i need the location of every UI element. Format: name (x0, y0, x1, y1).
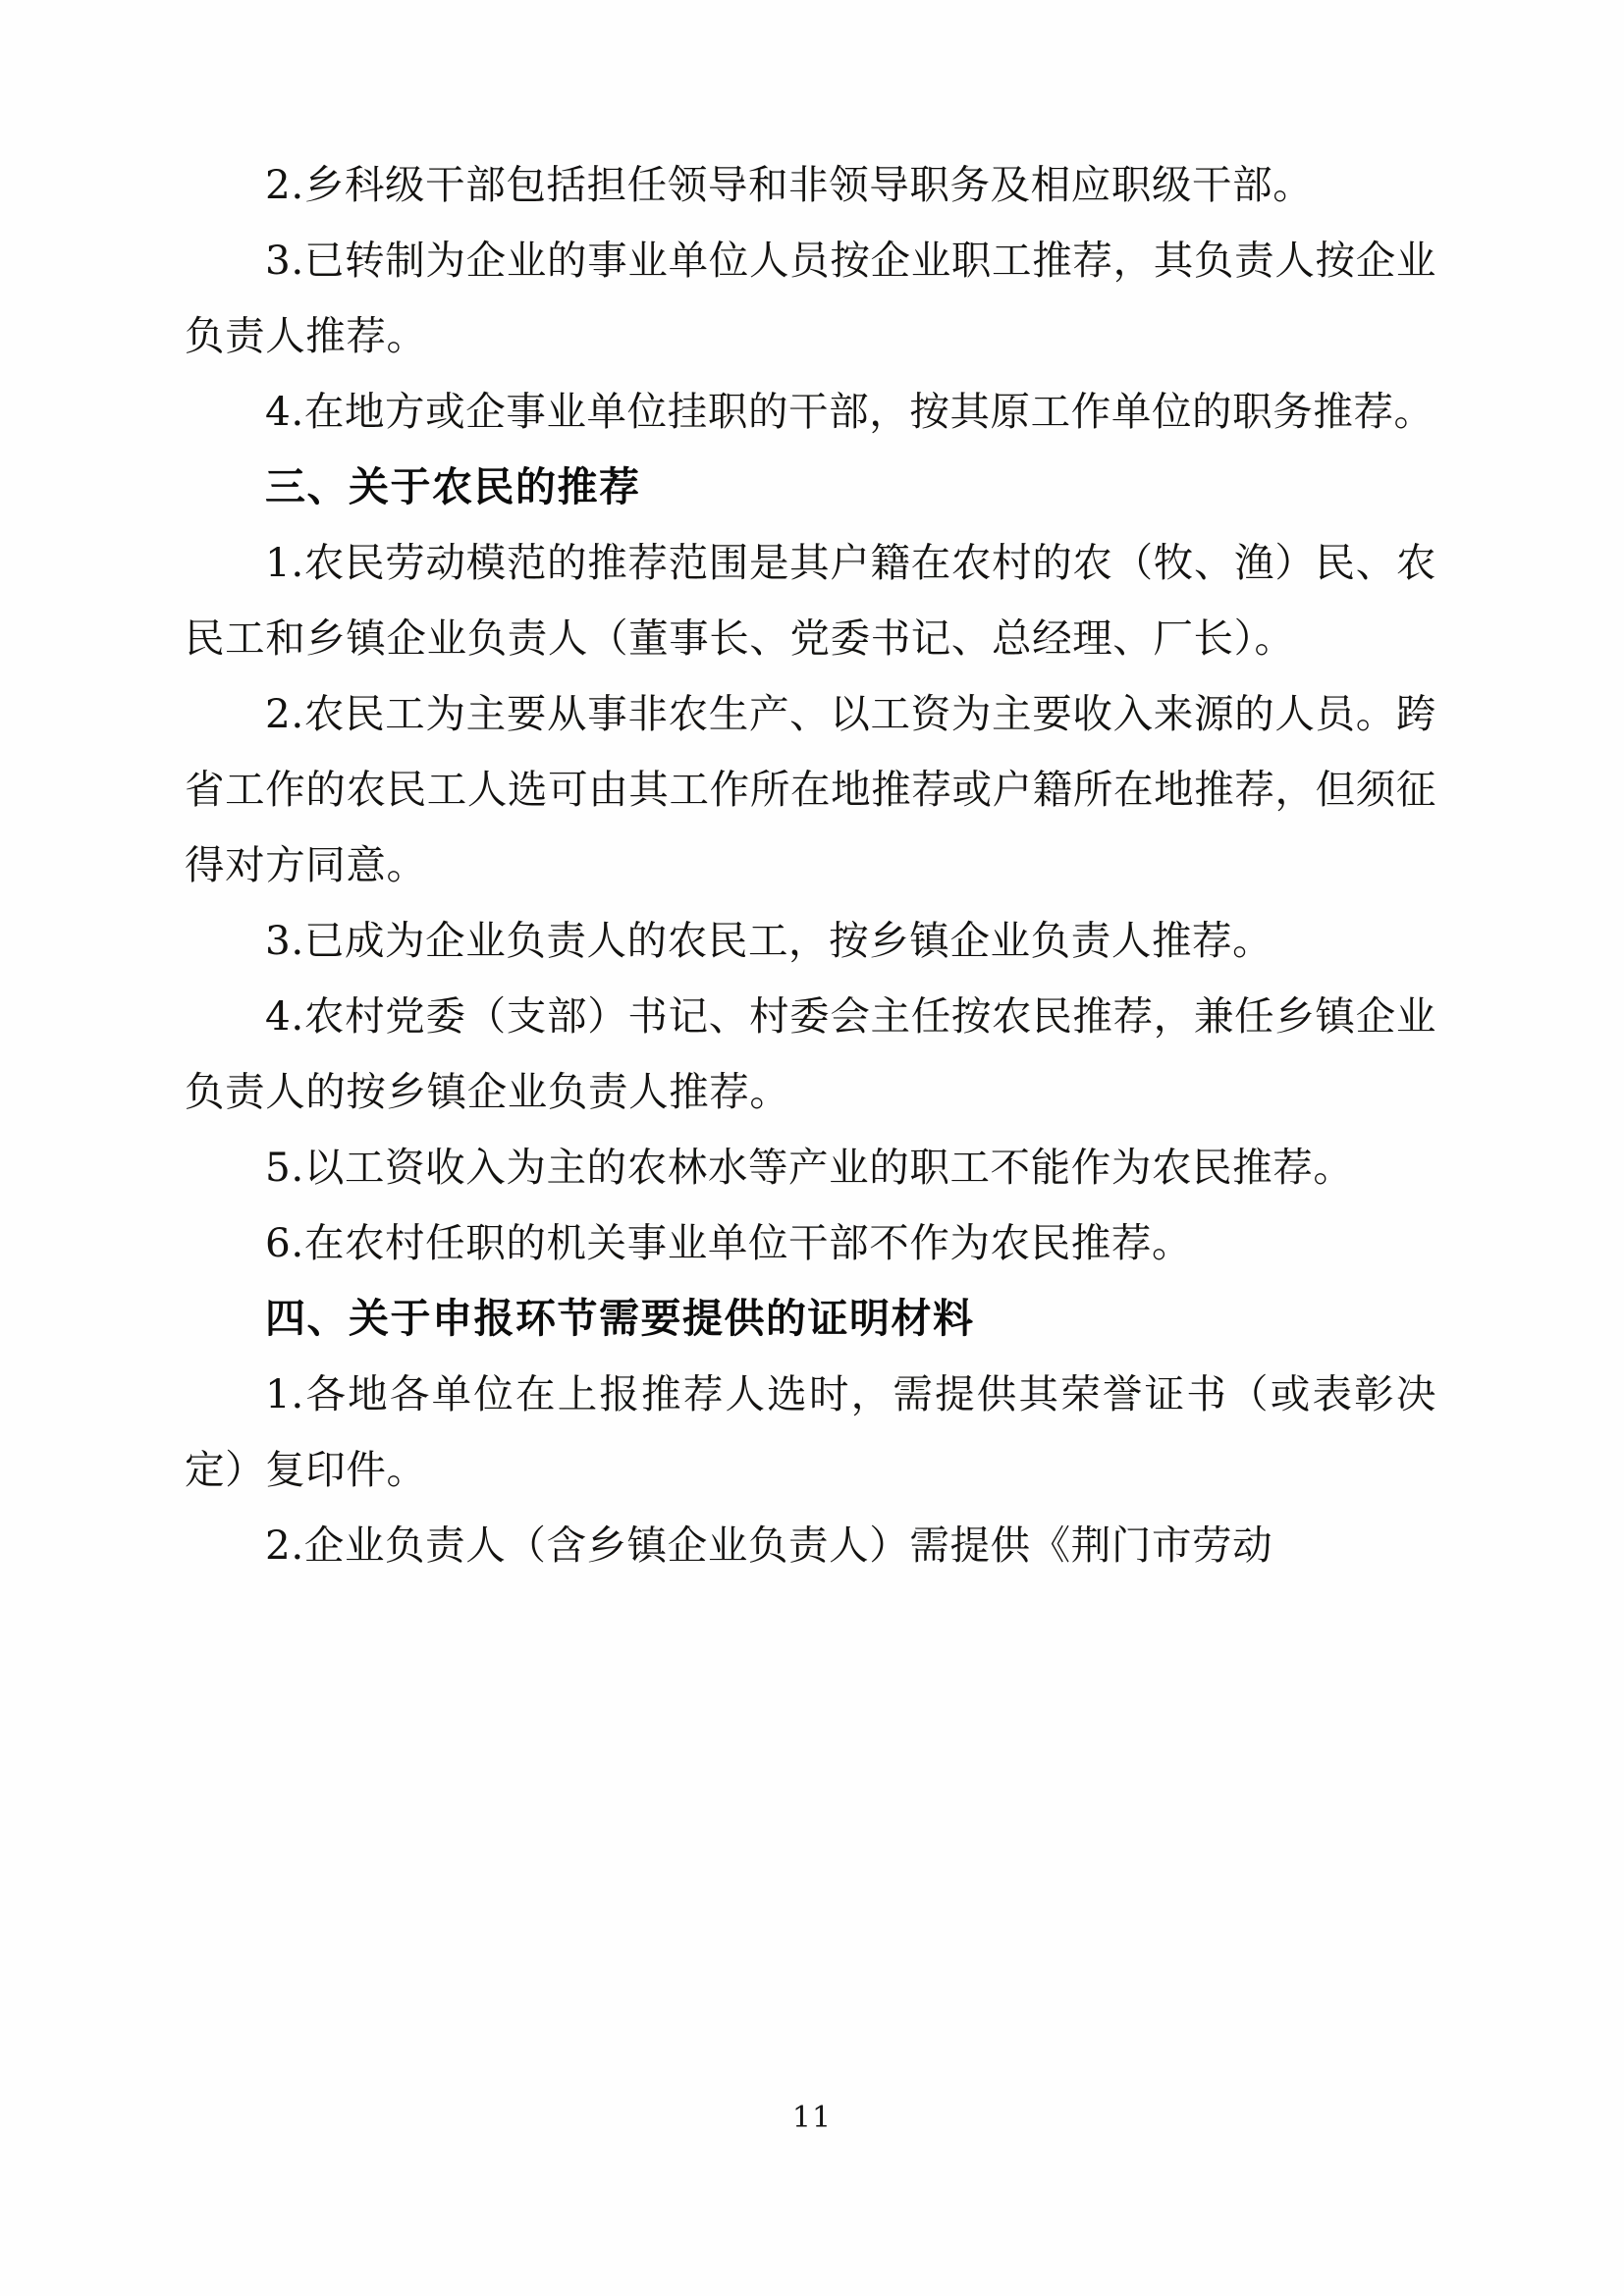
paragraph-sec4-item1: 1.各地各单位在上报推荐人选时，需提供其荣誉证书（或表彰决定）复印件。 (185, 1370, 1436, 1493)
paragraph-sec3-item2: 2.农民工为主要从事非农生产、以工资为主要收入来源的人员。跨省工作的农民工人选可由其工作所在地推荐或户籍所在地推荐，但须征得对方同意。 (185, 690, 1436, 888)
paragraph-sec3-item4: 4.农村党委（支部）书记、村委会主任按农民推荐，兼任乡镇企业负责人的按乡镇企业负责人推荐。 (185, 992, 1436, 1115)
page-number: 11 (791, 2101, 833, 2135)
paragraph-sec2-item2: 2.乡科级干部包括担任领导和非领导职务及相应职级干部。 (265, 161, 1314, 208)
section-heading-three: 三、关于农民的推荐 (265, 463, 641, 510)
paragraph-sec3-item1: 1.农民劳动模范的推荐范围是其户籍在农村的农（牧、渔）民、农民工和乡镇企业负责人（董事长、党委书记、总经理、厂长）。 (185, 539, 1436, 662)
section-heading-four: 四、关于申报环节需要提供的证明材料 (265, 1295, 975, 1342)
page-content (185, 147, 1436, 1583)
paragraph-sec3-item5: 5.以工资收入为主的农林水等产业的职工不能作为农民推荐。 (265, 1144, 1354, 1191)
paragraph-sec2-item3: 3.已转制为企业的事业单位人员按企业职工推荐，其负责人按企业负责人推荐。 (185, 237, 1436, 359)
paragraph-sec3-item3: 3.已成为企业负责人的农民工，按乡镇企业负责人推荐。 (265, 917, 1273, 964)
paragraph-sec3-item6: 6.在农村任职的机关事业单位干部不作为农民推荐。 (265, 1219, 1193, 1266)
paragraph-sec4-item2: 2.企业负责人（含乡镇企业负责人）需提供《荆门市劳动 (265, 1522, 1273, 1569)
paragraph-sec2-item4: 4.在地方或企事业单位挂职的干部，按其原工作单位的职务推荐。 (265, 388, 1435, 435)
